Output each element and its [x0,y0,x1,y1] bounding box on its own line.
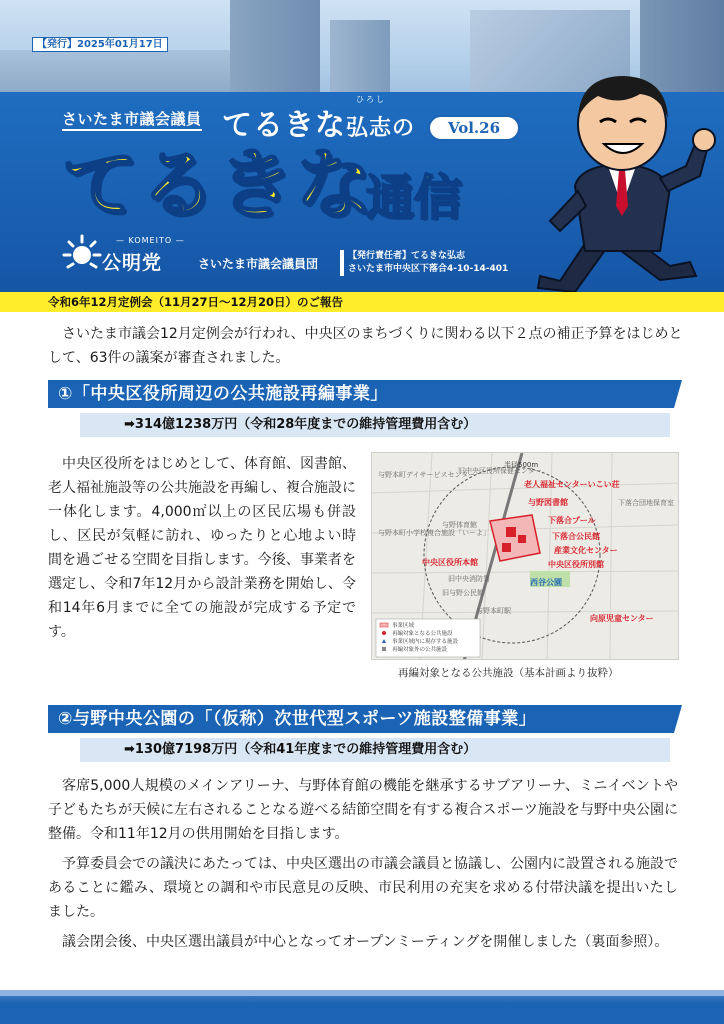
newsletter-title: てるきな [62,140,374,229]
map-caption: 再編対象となる公共施設（基本計画より抜粋） [398,667,619,679]
member-title: さいたま市議会議員 [62,108,202,129]
map-legend-item: 再編対象外の公共施設 [392,647,448,653]
map-label-red: 中央区役所本館 [422,558,478,567]
council-group-name: さいたま市議会議員団 [198,257,319,271]
party-name: 公明党 [102,252,163,274]
map-label-gray: 与野体育館 [442,521,477,529]
map-label-gray: 与野本町駅 [476,607,511,615]
map-label-gray: 旧中央消防署 [448,575,490,583]
issue-date: 【発行】2025年01月17日 [32,37,168,52]
masthead [0,0,724,292]
publisher-info: 【発行責任者】てるきな弘志 さいたま市中央区下落合4-10-14-401 [348,251,509,274]
section2-paragraph-1: 客席5,000人規模のメインアリーナ、与野体育館の機能を継承するサブアリーナ、ミニイベントや子どもたちが天候に左右されることなる遊べる結節空間を有する複合スポーツ施設を与野中央公園に整備。令和11年12月の供用開始を目指します。 [48,778,678,842]
session-report-bar: 令和6年12月定例会（11月27日～12月20日）のご報告 [0,292,724,312]
map-label-red: 下落合公民館 [552,532,600,541]
map-legend-item: 再編対象となる公共施設 [392,631,453,637]
map-label-gray: 旧中央区役所保健センター [458,467,542,475]
komeito-label: — KOMEITO — [116,236,185,245]
map-label-red: 与野図書館 [528,498,568,507]
running-councilor-illustration [520,66,724,292]
section1-body: 中央区役所をはじめとして、体育館、図書館、老人福祉施設等の公共施設を再編し、複合施設に一体化します。4,000㎡以上の区民広場も併設し、区民が気軽に訪れ、ゆったりと心地よい時間を過ごせる空間を目指します。今後、事業者を選定し、令和7年12月から設計業務を開始し、令和14年6月までに全ての施設が完成する予定です。 [48,456,356,640]
section2-paragraph-3: 議会閉会後、中央区選出議員が中心となってオープンミーティングを開催しました（裏面参照）。 [62,934,669,950]
map-label-gray: 旧与野公民館 [442,589,484,597]
map-label-gray: 与野本町デイサービスセンター [378,471,476,479]
komeito-sun-logo [62,233,102,273]
map-label-red: 老人福祉センターいこい荘 [524,480,620,489]
volume-badge: Vol.26 [428,115,520,141]
intro-paragraph: さいたま市議会12月定例会が行われ、中央区のまちづくりに関わる以下２点の補正予算をはじめとして、63件の議案が審査されました。 [48,326,683,366]
map-label-red: 中央区役所別館 [548,560,604,569]
newsletter-title-suffix: 通信 [366,170,463,226]
map-scale: 半径500m [504,461,539,469]
map-label-red: 下落合プール [548,516,596,525]
section1-heading: ①「中央区役所周辺の公共施設再編事業」 [48,380,674,408]
section2-paragraph-2: 予算委員会での議決にあたっては、中央区選出の市議会議員と協議し、公園内に設置される施設であることに鑑み、環境との調和や市民意見の反映、市民利用の充実を求める付帯決議を提出いたしました。 [48,856,678,920]
map-legend-item: 事業区域 [392,623,415,629]
map-label-red: 産業文化センター [554,546,618,555]
map-label-gray: 与野本町小学校複合施設「いーよ」 [378,529,490,537]
facility-map [371,452,679,660]
section2-cost: ➡130億7198万円（令和41年度までの維持管理費用含む） [80,738,670,762]
map-label-gray: 下落合団地保育室 [618,499,674,507]
section2-heading: ②与野中央公園の「（仮称）次世代型スポーツ施設整備事業」 [48,705,674,733]
map-legend-item: 事業区域内に現存する施設 [392,639,459,645]
map-label-park: 西谷公園 [530,578,562,587]
footer-band [0,990,724,1024]
map-label-red: 向原児童センター [590,614,654,623]
name-ruby: ひろし [356,95,386,104]
member-name: てるきな弘志の [222,108,416,143]
section1-cost: ➡314億1238万円（令和28年度までの維持管理費用含む） [80,413,670,437]
